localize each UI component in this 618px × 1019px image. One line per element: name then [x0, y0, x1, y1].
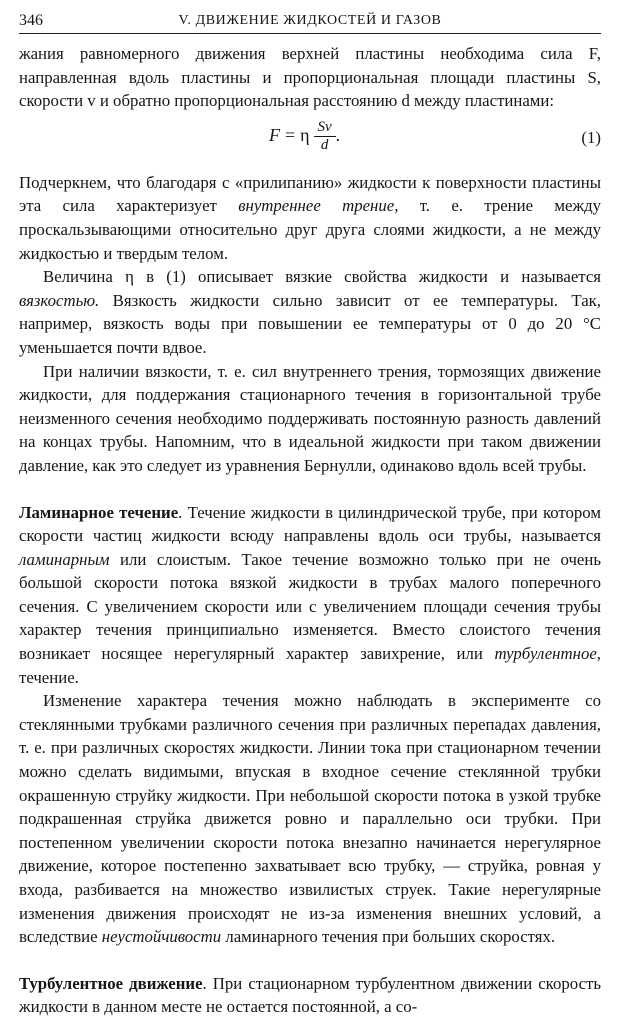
formula-fraction	[314, 119, 336, 154]
paragraph-continuation: жания равномерного движения верхней пластины необходима сила F, направленная вдоль пластины и пропорциональная площади пластины S, скорости v и обратно пропорциональная расстоянию d между пластинами:	[19, 44, 601, 111]
term-laminar: ламинарным	[19, 549, 110, 569]
p3-text-c: Вязкость жидкости сильно зависит от ее температуры. Так, например, вязкость воды при повышении ее температуры от 0 до 20 °С уменьшается почти вдвое.	[19, 290, 601, 357]
p5-text-c: ламинарного течения при больших скоростях.	[221, 927, 556, 947]
p2-text-c: , т. е. трение между проскальзывающими относительно друг друга слоями жидкости, а не между жидкостью и твердым телом.	[19, 196, 602, 263]
term-turbulent: турбулентное	[494, 644, 597, 664]
paragraph-viscosity	[19, 265, 601, 359]
formula-eta: η	[300, 125, 310, 146]
formula-line	[19, 113, 601, 171]
p5-text-a: Изменение характера течения можно наблюдать в эксперименте со стеклянными трубками различного сечения при различных перепадах давления, т. е. при различных скоростях жидкости. Линии тока при стационарном течении можно сделать видимыми, впуская в входное сечение стеклянной трубки окрашенную струйку жидкости. При небольшой скорости потока в узкой трубке подкрашенная струйка движется ровно и параллельно оси трубки. При постепенном увеличении скорости потока внезапно начинается нерегулярное движение, которое постепенно захватывает всю трубку, — струйка, ровная у входа, разбивается на множество извилистых струек. Такие нерегулярные изменения движения происходят не из-за изменения внешних условий, а вследствие	[19, 691, 601, 947]
running-title: V. ДВИЖЕНИЕ ЖИДКОСТЕЙ И ГАЗОВ	[178, 13, 442, 28]
page-number: 346	[19, 12, 43, 29]
formula-numerator: Sv	[317, 118, 332, 135]
viscosity-formula	[269, 119, 340, 154]
term-instability: неустойчивости	[101, 927, 222, 947]
page-header	[19, 9, 601, 34]
heading-turbulent-motion: Турбулентное движение	[19, 973, 203, 993]
book-page	[19, 9, 601, 1019]
p3-text-a: Величина η в (1) описывает вязкие свойства жидкости и называется	[43, 267, 601, 287]
term-viscosity: вязкостью.	[19, 290, 100, 310]
term-internal-friction: внутреннее трение	[238, 196, 395, 216]
paragraph-internal-friction	[19, 171, 601, 265]
s2-text-a: . При стационарном турбулентном движении скорость жидкости в данном месте не остается постоянной, а со-	[19, 973, 602, 1017]
paragraph-pressure-difference: При наличии вязкости, т. е. сил внутреннего трения, тормозящих движение жидкости, для поддержания стационарного течения в горизонтальной трубе неизменного сечения необходимо поддерживать постоянную разность давлений на концах трубы. Напомним, что в идеальной жидкости при таком движении давление, как это следует из уравнения Бернулли, одинаково вдоль всей трубы.	[19, 361, 601, 475]
formula-equals: =	[285, 125, 296, 146]
formula-number: (1)	[581, 127, 601, 147]
section-laminar-flow	[19, 501, 601, 690]
formula-period: .	[335, 125, 341, 146]
s1-text-e: , течение.	[19, 644, 601, 687]
paragraph-experiment	[19, 689, 601, 949]
s1-text-a: . Течение жидкости в цилиндрической трубе, при котором скорости частиц жидкости всюду направлены вдоль оси трубы, называется	[19, 502, 602, 546]
heading-laminar-flow: Ламинарное течение	[19, 502, 179, 522]
section-turbulent-motion	[19, 972, 601, 1019]
p2-text-a: Подчеркнем, что благодаря с «прилипанию» жидкости к поверхности пластины эта сила характеризует	[19, 172, 601, 216]
formula-force: F	[269, 125, 280, 146]
formula-denominator: d	[320, 136, 329, 153]
s1-text-c: или слоистым. Такое течение возможно только при не очень большой скорости потока вязкой жидкости в трубах малого поперечного сечения. С увеличением скорости или с увеличением площади сечения трубы характер течения принципиально изменяется. Вместо слоистого течения возникает носящее нерегулярный характер завихрение, или	[19, 549, 601, 664]
